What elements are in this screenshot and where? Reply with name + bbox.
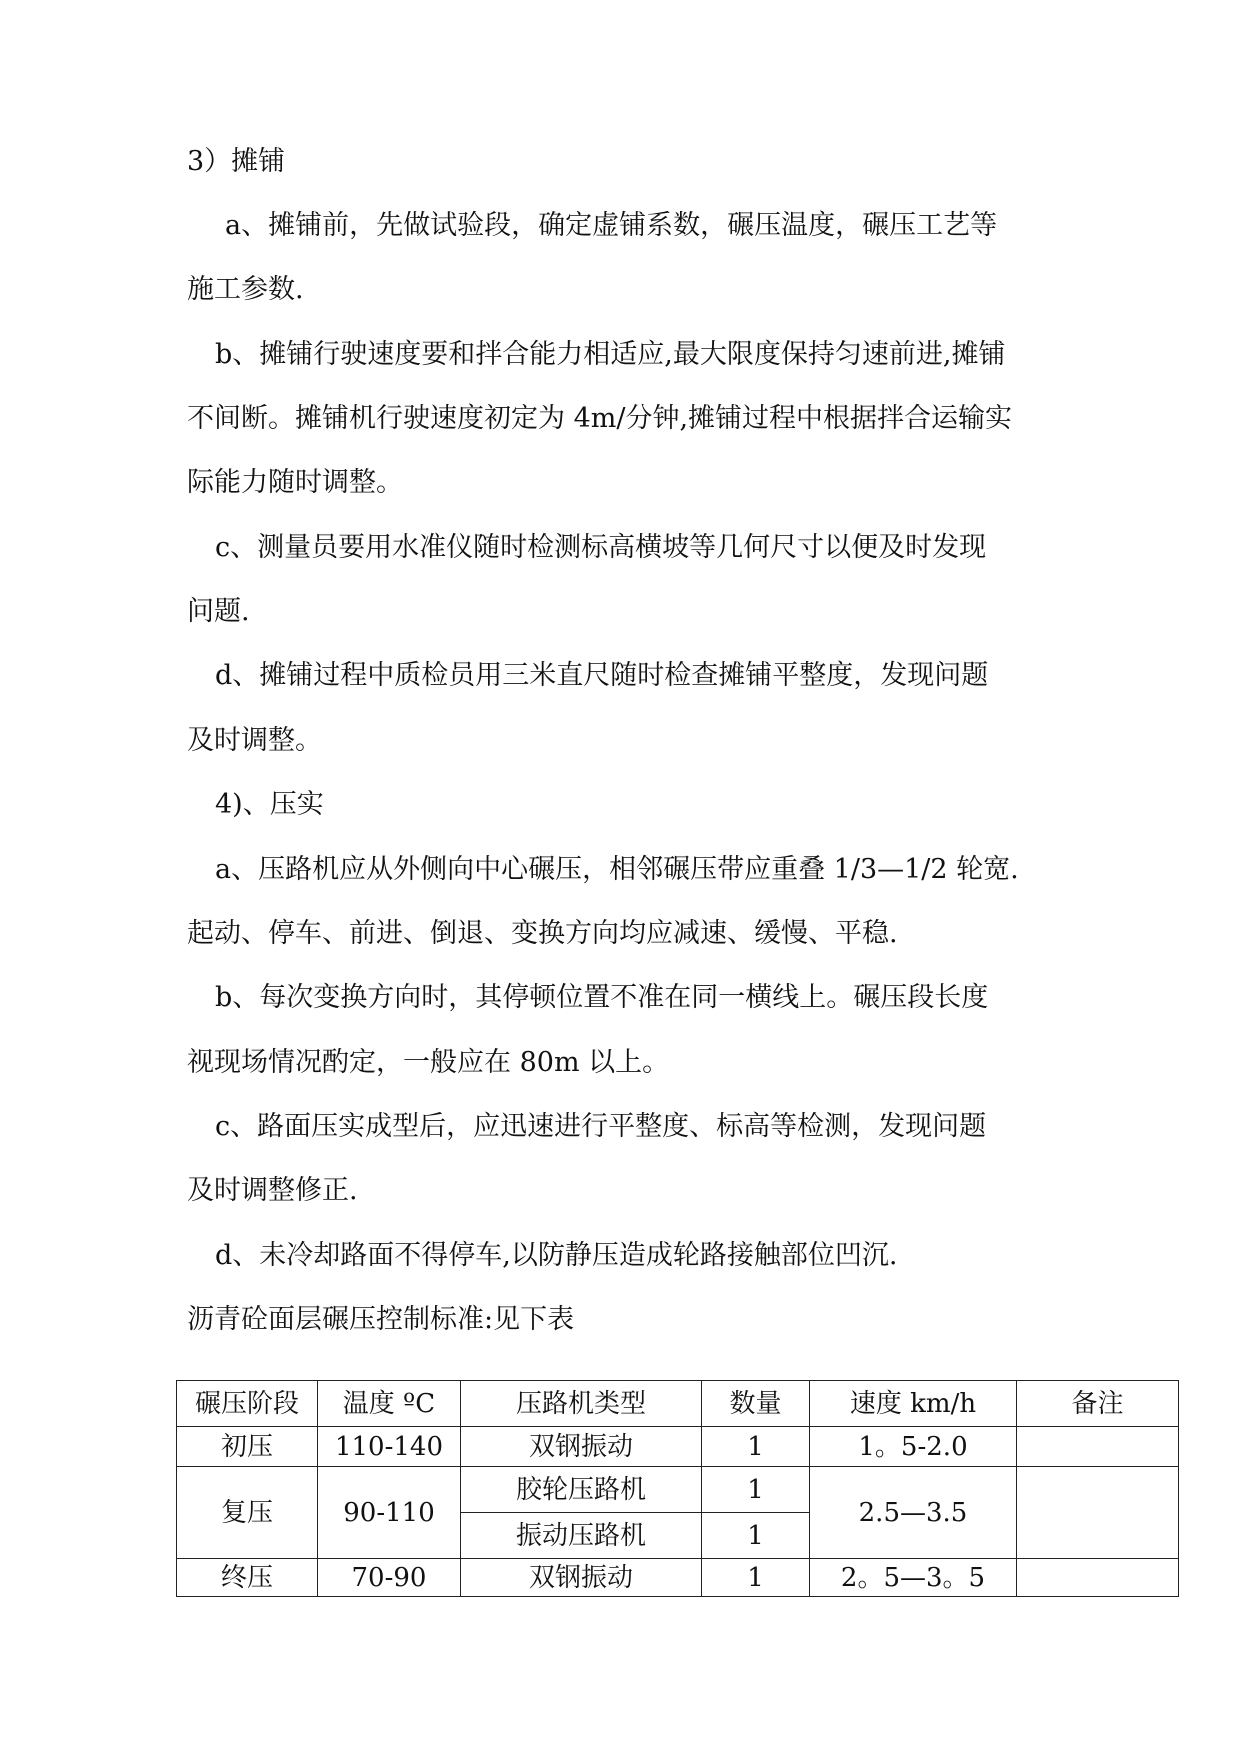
- table-cell: [1017, 1467, 1179, 1559]
- table-cell: 90-110: [318, 1467, 461, 1559]
- paragraph-line: c、路面压实成型后，应迅速进行平整度、标高等检测，发现问题: [215, 1111, 987, 1142]
- header-cell: 碾压阶段: [177, 1381, 318, 1427]
- paragraph-line: d、摊铺过程中质检员用三米直尺随时检查摊铺平整度，发现问题: [215, 660, 989, 691]
- table-cell: [1017, 1427, 1179, 1467]
- paragraph-line: 起动、停车、前进、倒退、变换方向均应减速、缓慢、平稳.: [187, 918, 898, 949]
- table-cell: 复压: [177, 1467, 318, 1559]
- paragraph-line: 视现场情况酌定，一般应在 80m 以上。: [187, 1047, 670, 1078]
- table-cell: 70-90: [318, 1559, 461, 1597]
- table-cell: 初压: [177, 1427, 318, 1467]
- paragraph-line: a、摊铺前，先做试验段，确定虚铺系数，碾压温度，碾压工艺等: [225, 210, 998, 241]
- table-cell: 110-140: [318, 1427, 461, 1467]
- paragraph-line: 及时调整修正.: [187, 1175, 358, 1206]
- table-cell: 1: [702, 1467, 810, 1513]
- table-cell: 双钢振动: [461, 1559, 702, 1597]
- paragraph-line: 不间断。摊铺机行驶速度初定为 4m/分钟,摊铺过程中根据拌合运输实: [187, 403, 1013, 434]
- paragraph-line: 施工参数.: [187, 274, 304, 305]
- header-cell: 温度 ºC: [318, 1381, 461, 1427]
- table-row: [177, 1427, 1179, 1467]
- table-cell: 1。5-2.0: [810, 1427, 1017, 1467]
- table-cell: 终压: [177, 1559, 318, 1597]
- section-heading-compaction: 4)、压实: [215, 789, 324, 820]
- table-cell: 1: [702, 1513, 810, 1559]
- table-cell: 振动压路机: [461, 1513, 702, 1559]
- paragraph-line: b、每次变换方向时，其停顿位置不准在同一横线上。碾压段长度: [215, 982, 989, 1013]
- table-row: [177, 1467, 1179, 1513]
- table-row: [177, 1559, 1179, 1597]
- section-heading-paving: 3）摊铺: [187, 146, 286, 177]
- paragraph-line: d、未冷却路面不得停车,以防静压造成轮路接触部位凹沉.: [215, 1240, 898, 1271]
- table-cell: 2.5—3.5: [810, 1467, 1017, 1559]
- header-cell: 数量: [702, 1381, 810, 1427]
- table-cell: 1: [702, 1559, 810, 1597]
- paragraph-line: c、测量员要用水准仪随时检测标高横坡等几何尺寸以便及时发现: [215, 532, 987, 563]
- paragraph-line: b、摊铺行驶速度要和拌合能力相适应,最大限度保持匀速前进,摊铺: [215, 339, 1006, 370]
- table-cell: [1017, 1559, 1179, 1597]
- paragraph-line: 际能力随时调整。: [187, 467, 403, 498]
- paragraph-line: 及时调整。: [187, 725, 322, 756]
- table-header-row: [177, 1381, 1179, 1427]
- table-cell: 1: [702, 1427, 810, 1467]
- header-cell: 备注: [1017, 1381, 1179, 1427]
- table-cell: 胶轮压路机: [461, 1467, 702, 1513]
- table-cell: 2。5—3。5: [810, 1559, 1017, 1597]
- compaction-standard-table: [176, 1380, 1179, 1597]
- header-cell: 速度 km/h: [810, 1381, 1017, 1427]
- table-caption: 沥青砼面层碾压控制标准:见下表: [187, 1304, 575, 1335]
- header-cell: 压路机类型: [461, 1381, 702, 1427]
- paragraph-line: a、压路机应从外侧向中心碾压，相邻碾压带应重叠 1/3—1/2 轮宽.: [215, 854, 1019, 885]
- paragraph-line: 问题.: [187, 596, 250, 627]
- table-cell: 双钢振动: [461, 1427, 702, 1467]
